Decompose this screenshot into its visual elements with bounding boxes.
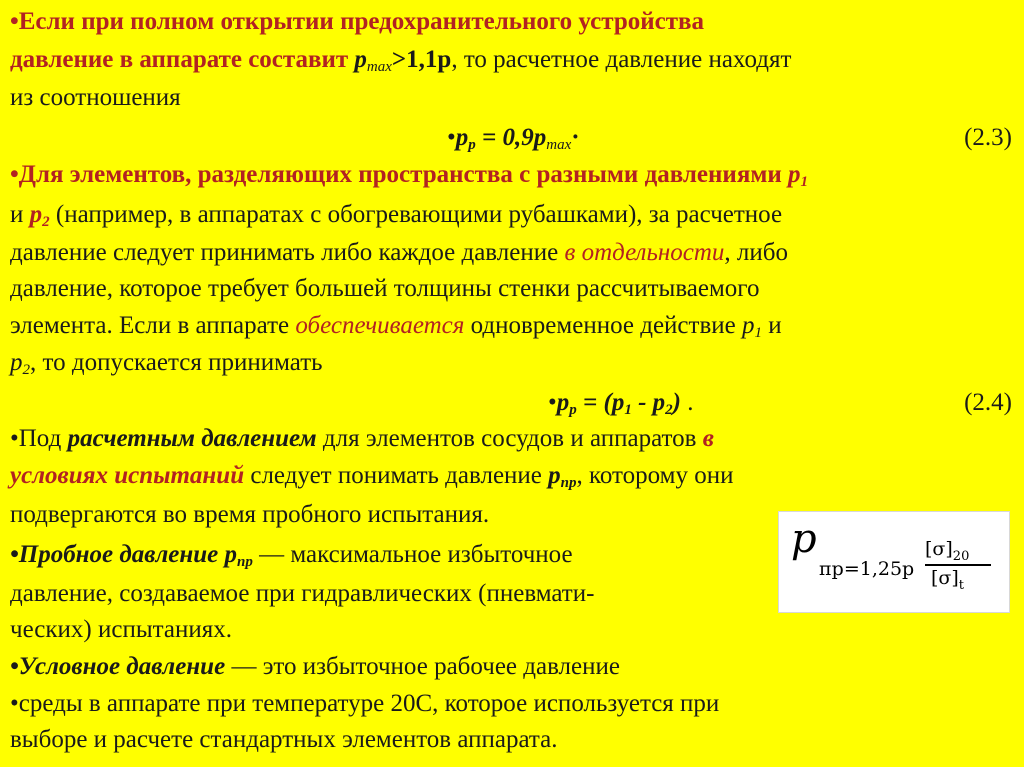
- p2-line6: $p_2$, то допускается принимать: [10, 349, 323, 378]
- formula-denominator: $[\sigma]_t$: [931, 567, 965, 593]
- p4-line1: •Пробное давление $p_{пр}$ — максимальное избыточное: [10, 541, 573, 570]
- p2-line1: •Для элементов, разделяющих пространства с разными давлениями $p_1$: [10, 161, 809, 190]
- formula-subscript: пр=1,25p: [819, 558, 915, 580]
- equation-2-4: $•p_p = (p_1 - p_2)$ .: [548, 389, 694, 418]
- p2-line5: элемента. Если в аппарате обеспечивается одновременное действие $p_1$ и: [10, 312, 782, 341]
- p4-line3: ческих) испытаниях.: [10, 616, 232, 643]
- p3-line3: подвергаются во время пробного испытания.: [10, 501, 490, 528]
- p1-line1: •Если при полном открытии предохранительного устройства: [10, 8, 705, 35]
- p2-line2: и $p_2$ (например, в аппаратах с обогревающими рубашками), за расчетное: [10, 201, 783, 230]
- equation-2-3: $•p_p = 0,9p_{max}\cdot$: [447, 124, 580, 153]
- formula-fraction-bar: [925, 564, 991, 566]
- test-pressure-formula: [778, 511, 1010, 613]
- equation-number-2-3: (2.3): [964, 124, 1012, 151]
- p5-line2: •среды в аппарате при температуре 20С, которое используется при: [10, 690, 720, 717]
- p1-line3: из соотношения: [10, 84, 181, 111]
- p2-line3: давление следует принимать либо каждое давление в отдельности, либо: [10, 239, 788, 266]
- p2-line4: давление, которое требует большей толщины стенки рассчитываемого: [10, 275, 760, 302]
- p3-line1: •Под расчетным давлением для элементов сосудов и аппаратов в: [10, 425, 714, 452]
- p3-line2: условиях испытаний следует понимать давление $p_{пр}$, которому они: [10, 462, 734, 491]
- p5-line1: •Условное давление — это избыточное рабочее давление: [10, 653, 620, 680]
- p5-line3: выборе и расчете стандартных элементов аппарата.: [10, 726, 558, 753]
- formula-p: p: [791, 516, 817, 562]
- p4-line2: давление, создаваемое при гидравлических (пневмати-: [10, 580, 595, 607]
- equation-number-2-4: (2.4): [964, 389, 1012, 416]
- p1-line2: давление в аппарате составит $p_{max}>1,1p$, то расчетное давление находят: [10, 46, 792, 75]
- formula-numerator: $[\sigma]_{20}$: [925, 538, 970, 564]
